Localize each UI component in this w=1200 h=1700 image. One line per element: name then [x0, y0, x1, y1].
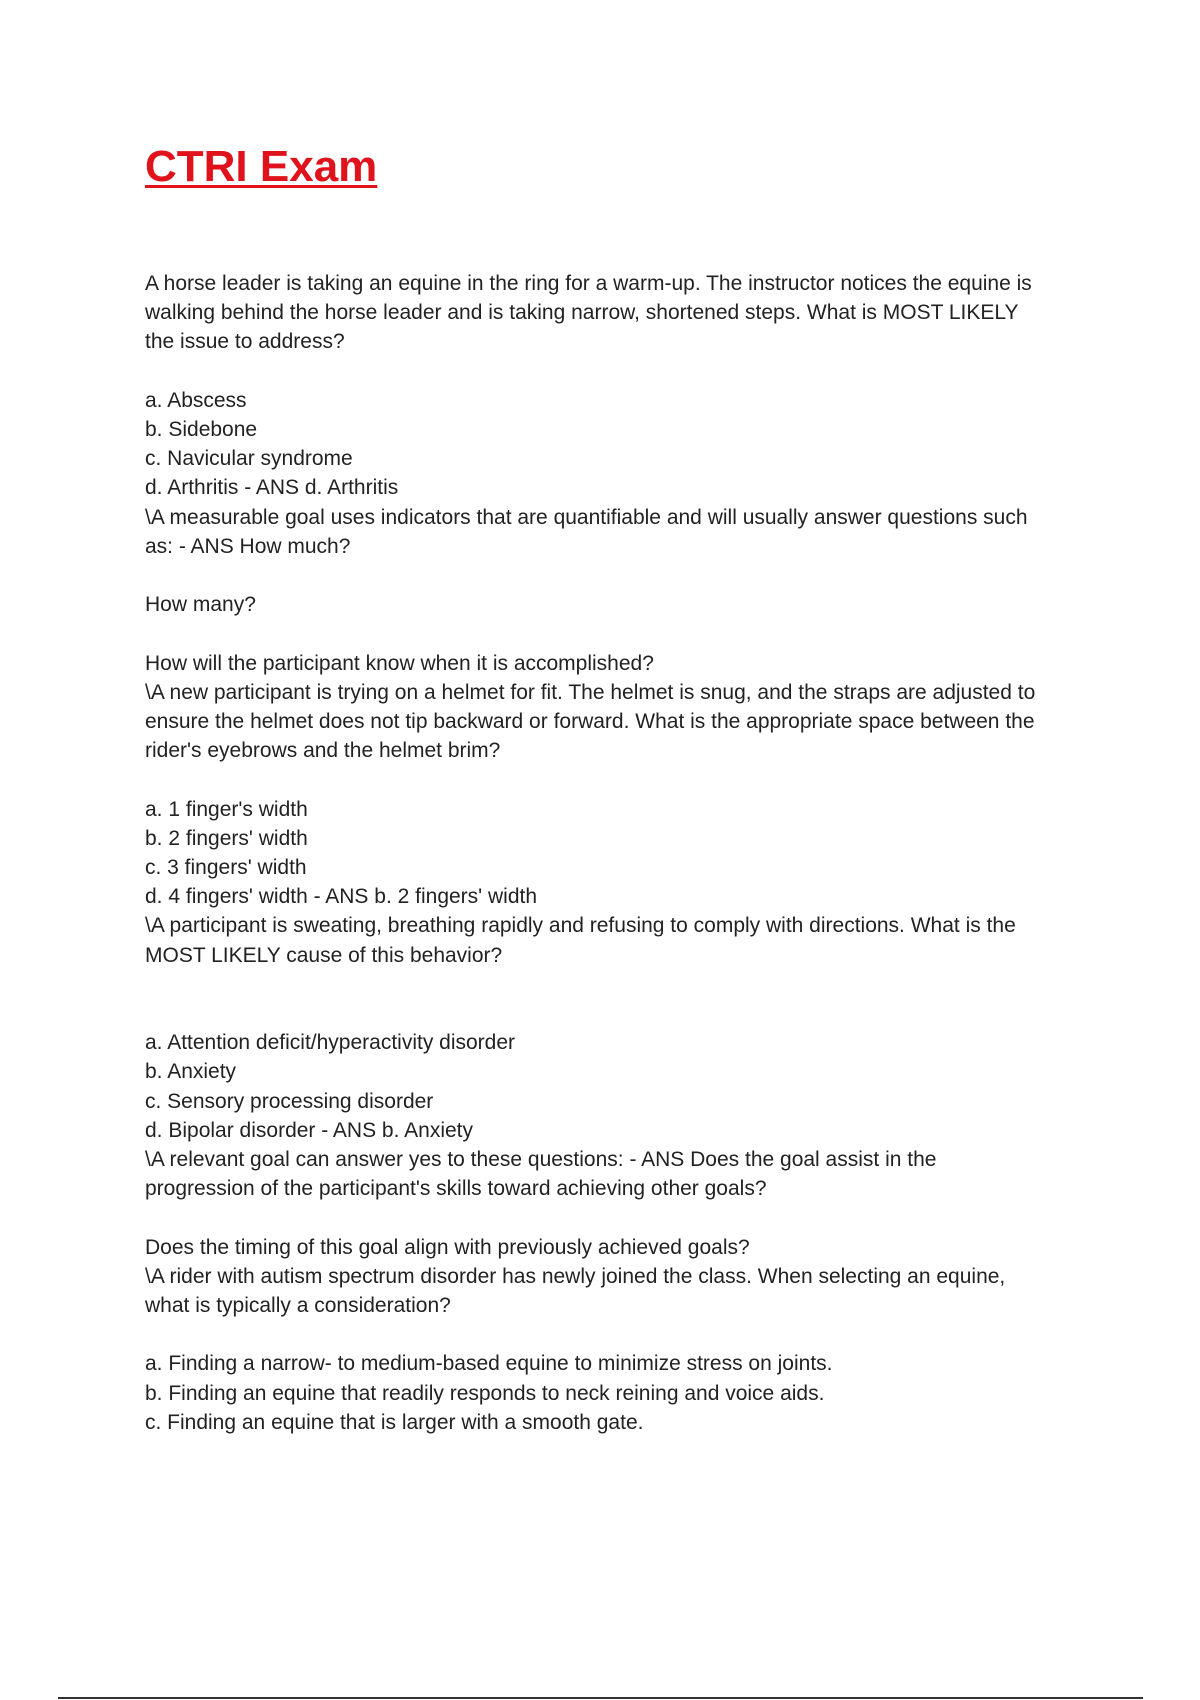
answer-text-line: How will the participant know when it is accomplished?: [145, 651, 654, 675]
question-3: [145, 678, 1095, 912]
question-1: [145, 269, 1095, 503]
answer-option: b. Anxiety: [145, 1060, 237, 1084]
question-text-line: progression of the participant's skills toward achieving other goals?: [145, 1177, 767, 1201]
question-text-line: what is typically a consideration?: [145, 1294, 451, 1318]
answer-option: a. 1 finger's width: [145, 797, 308, 821]
spacer: [145, 561, 1095, 590]
answer-option: a. Finding a narrow- to medium-based equine to minimize stress on joints.: [145, 1352, 833, 1376]
question-text-line: \A measurable goal uses indicators that are quantifiable and will usually answer questions such: [145, 505, 1028, 529]
answer-option: b. 2 fingers' width: [145, 826, 308, 850]
question-2: [145, 503, 1095, 678]
answer-option: b. Sidebone: [145, 418, 258, 441]
question-text-line: rider's eyebrows and the helmet brim?: [145, 739, 501, 763]
spacer: [145, 1203, 1095, 1232]
answer-option-with-answer: d. 4 fingers' width - ANS b. 2 fingers' width: [145, 885, 538, 909]
answer-option-with-answer: d. Arthritis - ANS d. Arthritis: [145, 476, 399, 500]
spacer: [145, 765, 1095, 794]
question-4: [145, 911, 1095, 1145]
spacer: [145, 619, 1095, 648]
spacer: [145, 357, 1095, 386]
document-body: [145, 269, 1095, 1437]
question-text-line: the issue to address?: [145, 330, 345, 354]
page-title: CTRI Exam: [145, 142, 378, 191]
question-text-line: ensure the helmet does not tip backward or forward. What is the appropriate space between the: [145, 710, 1035, 733]
question-text-line: A horse leader is taking an equine in the ring for a warm-up. The instructor notices the equine is: [145, 272, 1032, 295]
answer-option: a. Attention deficit/hyperactivity disorder: [145, 1031, 516, 1055]
question-text-line: \A participant is sweating, breathing rapidly and refusing to comply with directions. What is the: [145, 914, 1016, 938]
question-6: [145, 1262, 1095, 1437]
answer-option: c. Finding an equine that is larger with a smooth gate.: [145, 1410, 644, 1434]
answer-option: c. 3 fingers' width: [145, 856, 307, 879]
question-text-line: as: - ANS How much?: [145, 534, 351, 558]
answer-text-line: Does the timing of this goal align with previously achieved goals?: [145, 1235, 750, 1259]
answer-option: c. Sensory processing disorder: [145, 1089, 434, 1113]
spacer: [145, 970, 1095, 1028]
question-5: [145, 1145, 1095, 1262]
spacer: [145, 1320, 1095, 1349]
question-text-line: MOST LIKELY cause of this behavior?: [145, 943, 503, 967]
answer-option-with-answer: d. Bipolar disorder - ANS b. Anxiety: [145, 1118, 473, 1142]
question-text-line: \A new participant is trying on a helmet for fit. The helmet is snug, and the straps are adjusted to: [145, 680, 1036, 704]
question-text-line: \A rider with autism spectrum disorder has newly joined the class. When selecting an equine,: [145, 1264, 1006, 1288]
answer-text-line: How many?: [145, 593, 256, 617]
answer-option: c. Navicular syndrome: [145, 447, 353, 471]
question-text-line: \A relevant goal can answer yes to these questions: - ANS Does the goal assist in the: [145, 1148, 937, 1172]
answer-option: b. Finding an equine that readily responds to neck reining and voice aids.: [145, 1381, 825, 1405]
footer-divider: [58, 1697, 1143, 1699]
question-text-line: walking behind the horse leader and is taking narrow, shortened steps. What is MOST LIKELY: [145, 301, 1019, 325]
answer-option: a. Abscess: [145, 388, 247, 412]
